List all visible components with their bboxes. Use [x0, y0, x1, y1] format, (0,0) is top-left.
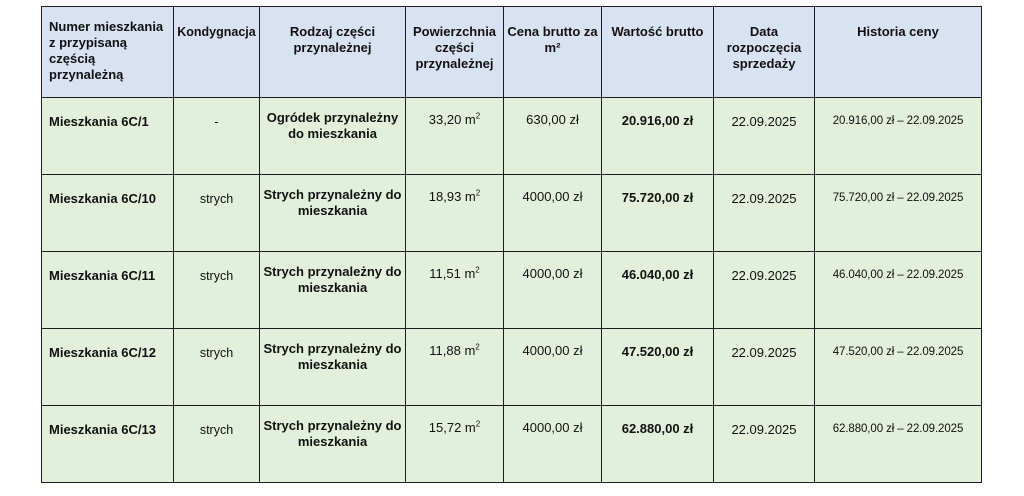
cell-kondygnacja: - [174, 98, 260, 175]
area-value: 33,20 m [428, 112, 476, 127]
cell-numer: Mieszkania 6C/11 [42, 252, 174, 329]
cell-powierzchnia [406, 252, 504, 329]
cell-numer: Mieszkania 6C/13 [42, 406, 174, 483]
header-kondygnacja: Kondygnacja [174, 7, 260, 98]
unit-superscript: 2 [475, 188, 481, 198]
cell-numer: Mieszkania 6C/10 [42, 175, 174, 252]
cell-wartosc: 62.880,00 zł [602, 406, 714, 483]
cell-numer: Mieszkania 6C/12 [42, 329, 174, 406]
cell-cena: 4000,00 zł [504, 175, 602, 252]
cell-rodzaj: Strych przynależny do mieszkania [260, 329, 406, 406]
cell-rodzaj: Strych przynależny do mieszkania [260, 252, 406, 329]
table-row [42, 175, 982, 252]
cell-data: 22.09.2025 [714, 98, 815, 175]
cell-powierzchnia [406, 98, 504, 175]
table-row [42, 252, 982, 329]
cell-powierzchnia [406, 329, 504, 406]
cell-wartosc: 46.040,00 zł [602, 252, 714, 329]
header-wartosc: Wartość brutto [602, 7, 714, 98]
cell-rodzaj: Ogródek przynależny do mieszkania [260, 98, 406, 175]
area-value: 15,72 m [428, 420, 476, 435]
cell-historia: 20.916,00 zł – 22.09.2025 [815, 98, 982, 175]
unit-superscript: 2 [475, 342, 480, 352]
cell-historia: 47.520,00 zł – 22.09.2025 [815, 329, 982, 406]
cell-cena: 4000,00 zł [504, 252, 602, 329]
header-numer: Numer mieszkania z przypisaną częścią przynależną [42, 7, 174, 98]
cell-rodzaj: Strych przynależny do mieszkania [260, 175, 406, 252]
header-powierzchnia: Powierzchnia części przynależnej [406, 7, 504, 98]
unit-superscript: 2 [475, 265, 480, 275]
header-rodzaj: Rodzaj części przynależnej [260, 7, 406, 98]
cell-data: 22.09.2025 [714, 406, 815, 483]
header-historia: Historia ceny [815, 7, 982, 98]
cell-cena: 4000,00 zł [504, 406, 602, 483]
unit-superscript: 2 [475, 111, 481, 121]
cell-numer: Mieszkania 6C/1 [42, 98, 174, 175]
cell-wartosc: 20.916,00 zł [602, 98, 714, 175]
cell-wartosc: 47.520,00 zł [602, 329, 714, 406]
cell-cena: 4000,00 zł [504, 329, 602, 406]
cell-rodzaj: Strych przynależny do mieszkania [260, 406, 406, 483]
cell-kondygnacja: strych [174, 252, 260, 329]
header-cena: Cena brutto za m² [504, 7, 602, 98]
table-row [42, 98, 982, 175]
cell-powierzchnia [406, 406, 504, 483]
cell-kondygnacja: strych [174, 406, 260, 483]
cell-historia: 46.040,00 zł – 22.09.2025 [815, 252, 982, 329]
cell-historia: 62.880,00 zł – 22.09.2025 [815, 406, 982, 483]
table-row [42, 329, 982, 406]
cell-data: 22.09.2025 [714, 175, 815, 252]
area-value: 18,93 m [428, 189, 476, 204]
cell-historia: 75.720,00 zł – 22.09.2025 [815, 175, 982, 252]
price-table-container [41, 6, 982, 483]
cell-powierzchnia [406, 175, 504, 252]
table-row [42, 406, 982, 483]
unit-superscript: 2 [475, 419, 481, 429]
cell-cena: 630,00 zł [504, 98, 602, 175]
price-table [41, 6, 982, 483]
area-value: 11,88 m [429, 343, 476, 358]
cell-kondygnacja: strych [174, 175, 260, 252]
cell-data: 22.09.2025 [714, 329, 815, 406]
cell-wartosc: 75.720,00 zł [602, 175, 714, 252]
area-value: 11,51 m [429, 266, 476, 281]
cell-data: 22.09.2025 [714, 252, 815, 329]
header-data: Data rozpoczęcia sprzedaży [714, 7, 815, 98]
header-row [42, 7, 982, 98]
cell-kondygnacja: strych [174, 329, 260, 406]
